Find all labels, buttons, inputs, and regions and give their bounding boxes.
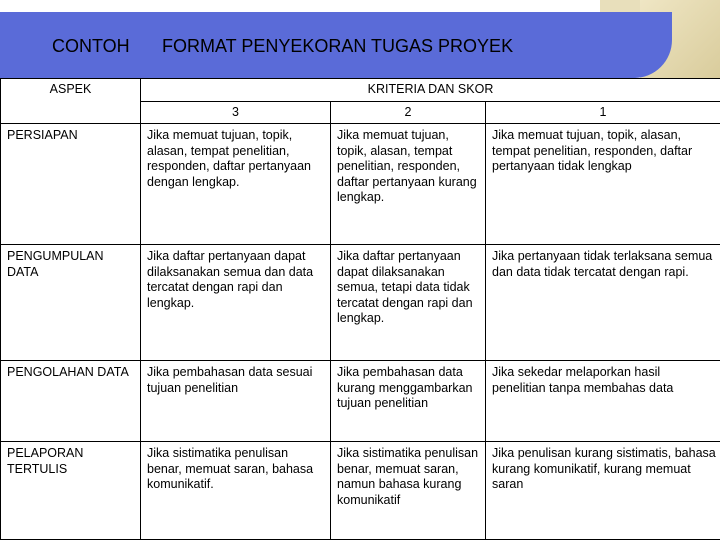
aspek-cell: PERSIAPAN xyxy=(1,124,141,245)
scoring-table xyxy=(0,78,720,540)
criteria-cell-score-3: Jika sistimatika penulisan benar, memuat saran, bahasa komunikatif. xyxy=(141,442,331,540)
criteria-cell-score-2: Jika pembahasan data kurang menggambarkan tujuan penelitian xyxy=(331,361,486,442)
page-title: FORMAT PENYEKORAN TUGAS PROYEK xyxy=(162,36,514,56)
table-row xyxy=(1,442,720,540)
criteria-cell-score-2: Jika daftar pertanyaan dapat dilaksanakan semua, tetapi data tidak tercatat dengan rapi dan lengkap. xyxy=(331,245,486,361)
page-title-prefix: CONTOH xyxy=(52,36,130,56)
criteria-cell-score-3: Jika pembahasan data sesuai tujuan penelitian xyxy=(141,361,331,442)
aspek-cell: PELAPORAN TERTULIS xyxy=(1,442,141,540)
criteria-cell-score-1: Jika sekedar melaporkan hasil penelitian tanpa membahas data xyxy=(486,361,720,442)
header-row-1 xyxy=(1,79,720,102)
aspek-cell: PENGUMPULAN DATA xyxy=(1,245,141,361)
score-header-1: 1 xyxy=(486,101,720,124)
criteria-cell-score-1: Jika pertanyaan tidak terlaksana semua dan data tidak tercatat dengan rapi. xyxy=(486,245,720,361)
criteria-cell-score-3: Jika daftar pertanyaan dapat dilaksanakan semua dan data tercatat dengan rapi dan lengkap. xyxy=(141,245,331,361)
table-row xyxy=(1,124,720,245)
aspek-cell: PENGOLAHAN DATA xyxy=(1,361,141,442)
table-row xyxy=(1,245,720,361)
score-header-2: 2 xyxy=(331,101,486,124)
criteria-cell-score-1: Jika memuat tujuan, topik, alasan, tempat penelitian, responden, daftar pertanyaan tidak lengkap xyxy=(486,124,720,245)
criteria-cell-score-3: Jika memuat tujuan, topik, alasan, tempat penelitian, responden, daftar pertanyaan dengan lengkap. xyxy=(141,124,331,245)
criteria-cell-score-1: Jika penulisan kurang sistimatis, bahasa kurang komunikatif, kurang memuat saran xyxy=(486,442,720,540)
table-row xyxy=(1,361,720,442)
aspek-header: ASPEK xyxy=(1,79,141,124)
criteria-cell-score-2: Jika memuat tujuan, topik, alasan, tempat penelitian, responden, daftar pertanyaan kurang lengkap. xyxy=(331,124,486,245)
title-banner xyxy=(0,0,720,78)
score-header-3: 3 xyxy=(141,101,331,124)
kriteria-header: KRITERIA DAN SKOR xyxy=(141,79,720,102)
criteria-cell-score-2: Jika sistimatika penulisan benar, memuat saran, namun bahasa kurang komunikatif xyxy=(331,442,486,540)
